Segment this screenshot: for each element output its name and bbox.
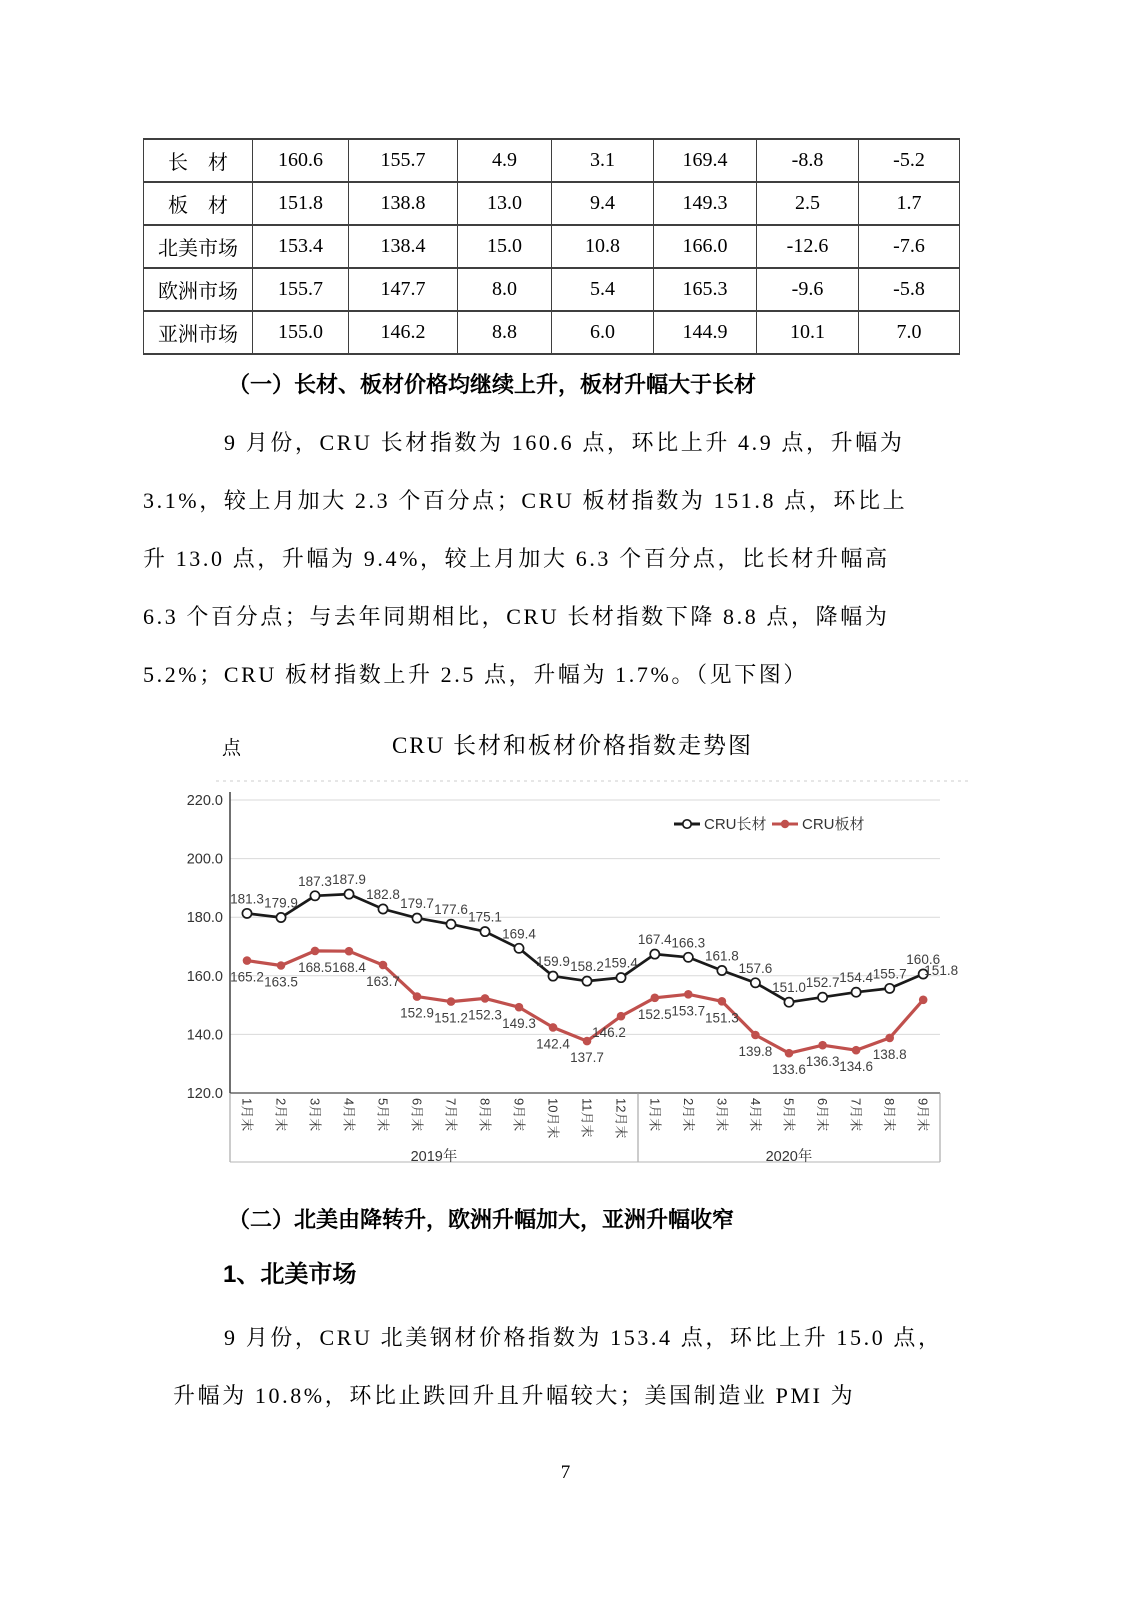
row-label: 北美市场	[144, 225, 253, 268]
paragraph-line: 升 13.0 点，升幅为 9.4%，较上月加大 6.3 个百分点，比长材升幅高	[143, 546, 890, 571]
row-label: 欧洲市场	[144, 268, 253, 311]
data-point-marker	[684, 953, 693, 962]
table-cell: -12.6	[757, 225, 859, 268]
legend-label: CRU板材	[802, 816, 865, 833]
x-axis-year-label: 2019年	[410, 1149, 458, 1165]
table-cell: -5.2	[859, 139, 960, 182]
table-cell: 153.4	[253, 225, 349, 268]
data-point-marker	[885, 984, 894, 993]
data-point-marker	[684, 990, 693, 999]
data-point-marker	[651, 994, 660, 1003]
x-axis-month-label: 3月末	[307, 1098, 323, 1132]
x-axis-month-label: 12月末	[613, 1098, 629, 1139]
data-label: 134.6	[839, 1059, 873, 1075]
chart-title: CRU 长材和板材价格指数走势图	[391, 733, 754, 758]
data-label: 159.4	[604, 955, 638, 971]
data-point-marker	[617, 1012, 626, 1021]
data-label: 152.5	[637, 1006, 672, 1022]
data-point-marker	[379, 961, 388, 970]
x-axis-month-label: 4月末	[341, 1098, 357, 1132]
data-point-marker	[718, 997, 727, 1006]
data-point-marker	[582, 977, 591, 986]
data-label: 187.9	[332, 872, 366, 888]
table-cell: 10.8	[552, 225, 654, 268]
table-row	[144, 311, 960, 354]
data-label: 149.3	[502, 1016, 536, 1032]
x-axis-month-label: 7月末	[848, 1098, 864, 1132]
chart-unit-label: 点	[222, 738, 243, 759]
data-label: 168.4	[332, 960, 366, 976]
y-axis-tick-label: 200.0	[186, 851, 223, 868]
data-label: 169.4	[502, 926, 536, 942]
table-cell: 147.7	[349, 268, 458, 311]
data-point-marker	[515, 1003, 524, 1012]
paragraph-line: 6.3 个百分点；与去年同期相比，CRU 长材指数下降 8.8 点，降幅为	[143, 604, 890, 629]
data-label: 158.2	[570, 959, 604, 975]
table-cell: 146.2	[349, 311, 458, 354]
table-cell: 155.0	[253, 311, 349, 354]
data-label: 151.2	[434, 1010, 468, 1026]
table-row	[144, 225, 960, 268]
data-label: 167.4	[637, 932, 672, 948]
data-point-marker	[919, 996, 928, 1005]
x-axis-month-label: 10月末	[545, 1098, 561, 1139]
data-label: 181.3	[230, 891, 264, 907]
data-label: 163.5	[264, 974, 298, 990]
data-label: 151.8	[924, 962, 959, 978]
data-label: 161.8	[705, 948, 739, 964]
y-axis-tick-label: 220.0	[186, 793, 223, 809]
data-point-marker	[549, 1023, 558, 1032]
data-label: 142.4	[536, 1036, 570, 1052]
data-point-marker	[717, 966, 726, 975]
data-point-marker	[514, 944, 523, 953]
x-axis-month-label: 3月末	[714, 1098, 730, 1132]
section2-paragraph	[143, 1309, 1003, 1425]
table-cell: 2.5	[757, 182, 859, 225]
data-label: 136.3	[805, 1054, 840, 1070]
y-axis-tick-label: 140.0	[186, 1027, 223, 1044]
data-label: 152.3	[468, 1007, 502, 1023]
data-label: 155.7	[872, 966, 907, 982]
section2-heading: （二）北美由降转升，欧洲升幅加大，亚洲升幅收窄	[228, 1207, 735, 1232]
data-label: 160.6	[906, 952, 941, 967]
table-cell: 7.0	[859, 311, 960, 354]
paragraph-line: 3.1%，较上月加大 2.3 个百分点；CRU 板材指数为 151.8 点，环比上	[143, 488, 908, 513]
data-point-marker	[243, 956, 252, 965]
table-cell: 5.4	[552, 268, 654, 311]
data-label: 166.3	[671, 935, 706, 951]
paragraph-line: 9 月份，CRU 北美钢材价格指数为 153.4 点，环比上升 15.0 点，	[224, 1325, 943, 1350]
data-point-marker	[344, 890, 353, 899]
table-cell: 160.6	[253, 139, 349, 182]
data-point-marker	[650, 950, 659, 959]
data-point-marker	[481, 994, 490, 1003]
section2-subheading: 1、北美市场	[223, 1261, 357, 1288]
x-axis-month-label: 2月末	[680, 1098, 696, 1132]
data-label: 157.6	[738, 960, 773, 976]
price-index-table	[143, 138, 960, 355]
data-point-marker	[345, 947, 354, 956]
y-axis-tick-label: 160.0	[186, 968, 223, 985]
x-axis-year-label: 2020年	[765, 1149, 813, 1165]
data-label: 151.0	[772, 980, 806, 996]
data-point-marker	[784, 998, 793, 1007]
table-cell: 169.4	[654, 139, 757, 182]
table-cell: 166.0	[654, 225, 757, 268]
data-label: 152.9	[400, 1005, 434, 1021]
row-label: 板 材	[144, 182, 253, 225]
y-axis-tick-label: 120.0	[186, 1086, 223, 1102]
x-axis-month-label: 9月末	[915, 1098, 931, 1132]
data-label: 182.8	[366, 887, 400, 902]
table-row	[144, 182, 960, 225]
table-cell: -7.6	[859, 225, 960, 268]
data-label: 154.4	[839, 970, 873, 986]
data-point-marker	[885, 1034, 894, 1043]
x-axis-month-label: 6月末	[815, 1098, 831, 1132]
data-point-marker	[616, 973, 625, 982]
data-label: 179.9	[264, 895, 298, 911]
table-cell: 138.8	[349, 182, 458, 225]
table-cell: -5.8	[859, 268, 960, 311]
data-label: 152.7	[805, 975, 840, 991]
x-axis-month-label: 1月末	[239, 1098, 255, 1132]
table-cell: 8.0	[458, 268, 552, 311]
data-label: 159.9	[536, 954, 570, 970]
legend-label: CRU长材	[704, 816, 767, 833]
table-row	[144, 268, 960, 311]
data-point-marker	[548, 972, 557, 981]
data-point-marker	[378, 904, 387, 913]
data-point-marker	[413, 992, 422, 1001]
table-cell: 6.0	[552, 311, 654, 354]
table-cell: 151.8	[253, 182, 349, 225]
table-cell: 9.4	[552, 182, 654, 225]
x-axis-month-label: 5月末	[375, 1098, 391, 1132]
data-point-marker	[852, 1046, 861, 1055]
data-label: 163.7	[366, 974, 400, 989]
table-cell: 149.3	[654, 182, 757, 225]
page-number: 7	[560, 1462, 571, 1483]
data-label: 137.7	[570, 1050, 604, 1066]
row-label: 长 材	[144, 139, 253, 182]
legend-marker	[683, 820, 691, 828]
x-axis-month-label: 4月末	[747, 1098, 763, 1132]
x-axis-month-label: 6月末	[409, 1098, 425, 1132]
data-label: 139.8	[738, 1044, 773, 1059]
row-label: 亚洲市场	[144, 311, 253, 354]
data-point-marker	[311, 947, 320, 956]
data-label: 151.3	[705, 1010, 739, 1026]
table-cell: 15.0	[458, 225, 552, 268]
data-point-marker	[412, 914, 421, 923]
data-point-marker	[447, 997, 456, 1006]
data-point-marker	[446, 920, 455, 929]
data-label: 187.3	[298, 873, 332, 889]
data-point-marker	[785, 1049, 794, 1058]
table-cell: 155.7	[349, 139, 458, 182]
table-cell: 144.9	[654, 311, 757, 354]
section1-heading: （一）长材、板材价格均继续上升，板材升幅大于长材	[228, 372, 757, 397]
paragraph-line: 9 月份，CRU 长材指数为 160.6 点，环比上升 4.9 点，升幅为	[224, 430, 905, 455]
data-point-marker	[583, 1037, 592, 1046]
section1-paragraph	[143, 414, 1003, 704]
data-label: 133.6	[772, 1062, 806, 1078]
table-cell: 138.4	[349, 225, 458, 268]
data-label: 175.1	[468, 909, 502, 925]
table-cell: 4.9	[458, 139, 552, 182]
table-cell: 8.8	[458, 311, 552, 354]
data-label: 138.8	[872, 1046, 907, 1062]
data-label: 179.7	[400, 896, 434, 912]
data-point-marker	[277, 961, 286, 970]
x-axis-month-label: 9月末	[511, 1098, 527, 1132]
table-cell: 10.1	[757, 311, 859, 354]
data-point-marker	[818, 1041, 827, 1050]
data-point-marker	[310, 891, 319, 900]
table-cell: -8.8	[757, 139, 859, 182]
x-axis-month-label: 8月末	[882, 1098, 898, 1132]
x-axis-month-label: 2月末	[273, 1098, 289, 1132]
cru-line-chart	[178, 752, 973, 1177]
data-point-marker	[751, 978, 760, 987]
table-cell: 3.1	[552, 139, 654, 182]
legend-marker	[781, 820, 789, 828]
data-point-marker	[852, 988, 861, 997]
price-index-table-body	[144, 139, 960, 354]
x-axis-month-label: 7月末	[443, 1098, 459, 1132]
paragraph-line: 5.2%；CRU 板材指数上升 2.5 点，升幅为 1.7%。（见下图）	[143, 662, 808, 687]
data-label: 168.5	[298, 959, 332, 975]
data-point-marker	[242, 909, 251, 918]
data-point-marker	[480, 927, 489, 936]
table-cell: 155.7	[253, 268, 349, 311]
data-point-marker	[276, 913, 285, 922]
paragraph-line: 升幅为 10.8%，环比止跌回升且升幅较大；美国制造业 PMI 为	[173, 1383, 856, 1408]
table-cell: -9.6	[757, 268, 859, 311]
data-label: 146.2	[592, 1025, 626, 1041]
table-cell: 1.7	[859, 182, 960, 225]
x-axis-month-label: 8月末	[477, 1098, 493, 1132]
data-label: 153.7	[671, 1003, 706, 1019]
table-cell: 165.3	[654, 268, 757, 311]
data-label: 177.6	[434, 902, 468, 918]
data-point-marker	[818, 993, 827, 1002]
x-axis-month-label: 5月末	[781, 1098, 797, 1132]
table-cell: 13.0	[458, 182, 552, 225]
data-point-marker	[751, 1031, 760, 1040]
table-row	[144, 139, 960, 182]
data-label: 165.2	[230, 969, 264, 985]
x-axis-month-label: 11月末	[579, 1098, 595, 1138]
y-axis-tick-label: 180.0	[186, 910, 223, 927]
x-axis-month-label: 1月末	[647, 1098, 663, 1132]
